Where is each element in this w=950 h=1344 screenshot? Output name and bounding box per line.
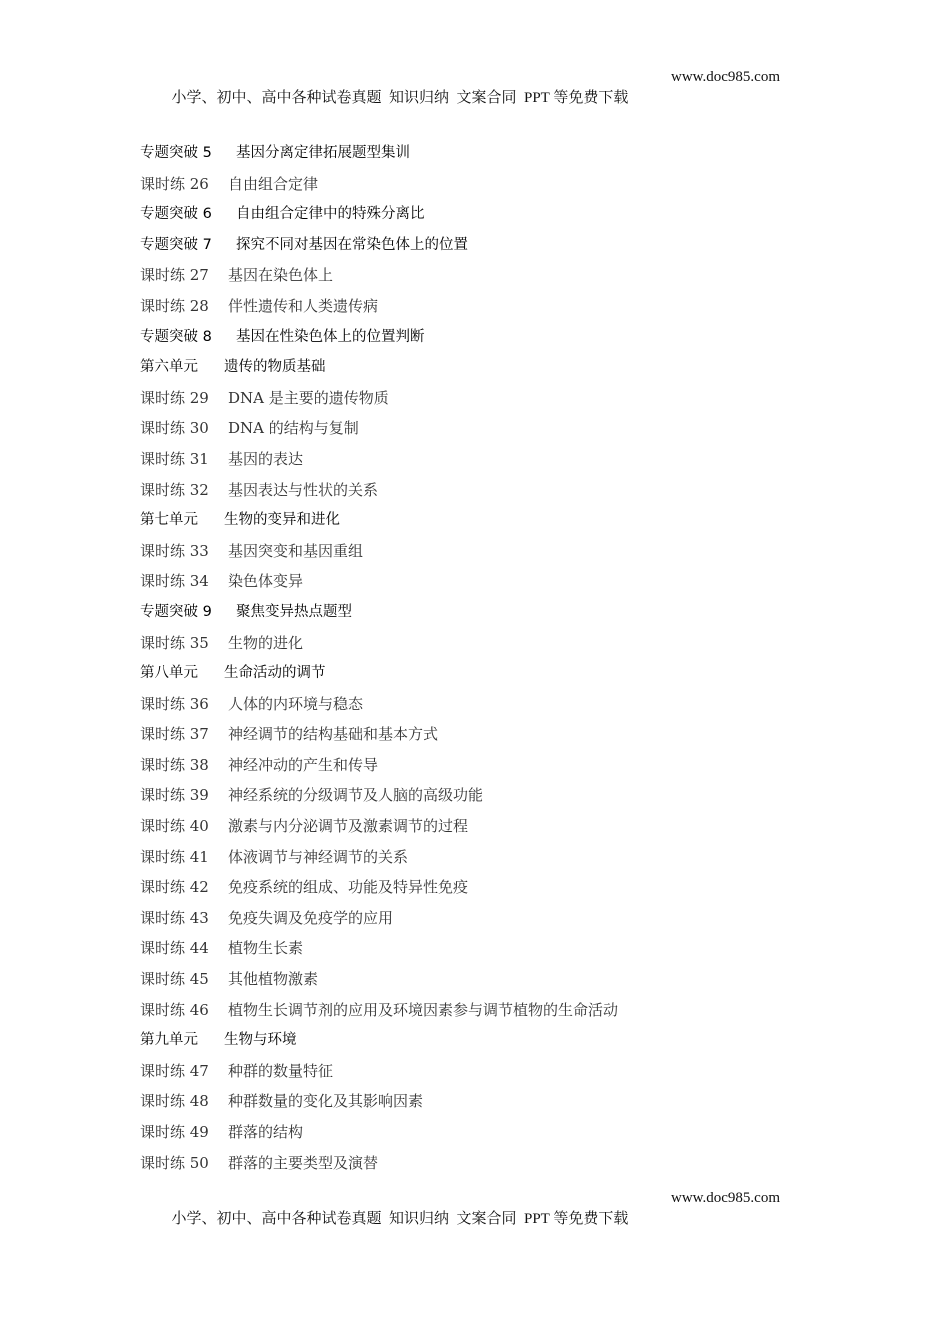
- toc-entry-title: 基因突变和基因重组: [228, 541, 364, 560]
- toc-entry-lesson[interactable]: [140, 172, 618, 203]
- toc-entry-label: 课时练 33: [140, 541, 209, 560]
- toc-entry-title: DNA 是主要的遗传物质: [228, 388, 389, 407]
- toc-entry-title: 自由组合定律中的特殊分离比: [236, 206, 425, 223]
- table-of-contents: [140, 141, 618, 1181]
- toc-entry-label: 课时练 43: [140, 908, 209, 927]
- footer-text: 小学、初中、高中各种试卷真题 知识归纳 文案合同 PPT 等免费下载: [171, 1211, 629, 1227]
- toc-entry-title: 基因分离定律拓展题型集训: [236, 145, 410, 161]
- toc-entry-label: 第八单元: [140, 665, 198, 682]
- toc-entry-title: 生物的变异和进化: [224, 512, 340, 529]
- toc-entry-lesson[interactable]: [140, 936, 618, 967]
- footer-url[interactable]: www.doc985.com: [671, 1190, 781, 1206]
- toc-entry-label: 课时练 31: [140, 449, 209, 468]
- toc-entry-lesson[interactable]: [140, 1059, 618, 1090]
- toc-entry-lesson[interactable]: [140, 998, 618, 1029]
- toc-entry-lesson[interactable]: [140, 539, 618, 570]
- toc-entry-lesson[interactable]: [140, 783, 618, 814]
- toc-entry-title: 群落的结构: [228, 1123, 304, 1141]
- toc-entry-title: 免疫失调及免疫学的应用: [228, 908, 394, 927]
- toc-entry-title: 神经系统的分级调节及人脑的高级功能: [228, 786, 484, 805]
- toc-entry-label: 课时练 47: [140, 1061, 209, 1080]
- header-url[interactable]: www.doc985.com: [671, 69, 781, 85]
- toc-entry-lesson[interactable]: [140, 845, 618, 876]
- toc-entry-label: 课时练 27: [140, 266, 209, 285]
- toc-entry-lesson[interactable]: [140, 753, 618, 784]
- toc-entry-lesson[interactable]: [140, 631, 618, 662]
- toc-entry-label: 课时练 40: [140, 817, 209, 836]
- toc-entry-title: 种群的数量特征: [228, 1061, 334, 1080]
- toc-entry-lesson[interactable]: [140, 722, 618, 753]
- toc-entry-lesson[interactable]: [140, 875, 618, 906]
- toc-entry-title: 探究不同对基因在常染色体上的位置: [236, 236, 468, 253]
- toc-entry-title: 神经冲动的产生和传导: [228, 755, 379, 774]
- toc-entry-unit[interactable]: [140, 661, 618, 692]
- toc-entry-label: 课时练 48: [140, 1092, 209, 1111]
- toc-entry-label: 专题突破 5: [140, 145, 212, 161]
- toc-entry-title: 群落的主要类型及演替: [228, 1153, 379, 1172]
- toc-entry-label: 专题突破 7: [140, 236, 212, 253]
- toc-entry-lesson[interactable]: [140, 569, 618, 600]
- toc-entry-title: 生物的进化: [228, 633, 304, 652]
- toc-entry-lesson[interactable]: [140, 263, 618, 294]
- toc-entry-label: 课时练 38: [140, 755, 209, 774]
- toc-entry-label: 课时练 36: [140, 694, 209, 713]
- toc-entry-label: 第九单元: [140, 1032, 198, 1049]
- toc-entry-title: 基因的表达: [228, 449, 304, 468]
- toc-entry-title: 伴性遗传和人类遗传病: [228, 296, 379, 315]
- toc-entry-title: 聚焦变异热点题型: [236, 603, 352, 620]
- toc-entry-title: 基因在性染色体上的位置判断: [236, 328, 425, 345]
- toc-entry-title: 种群数量的变化及其影响因素: [228, 1092, 424, 1111]
- toc-entry-lesson[interactable]: [140, 478, 618, 509]
- toc-entry-lesson[interactable]: [140, 814, 618, 845]
- toc-entry-title: 自由组合定律: [228, 174, 319, 193]
- toc-entry-special[interactable]: [140, 325, 618, 356]
- toc-entry-title: 遗传的物质基础: [224, 359, 326, 376]
- toc-entry-label: 课时练 26: [140, 174, 209, 193]
- toc-entry-label: 课时练 39: [140, 786, 209, 805]
- toc-entry-label: 第七单元: [140, 512, 198, 529]
- toc-entry-label: 课时练 32: [140, 480, 209, 499]
- toc-entry-title: 植物生长素: [228, 939, 304, 958]
- toc-entry-label: 课时练 46: [140, 1000, 209, 1019]
- toc-entry-title: DNA 的结构与复制: [228, 419, 359, 438]
- toc-entry-lesson[interactable]: [140, 1151, 618, 1182]
- toc-entry-title: 染色体变异: [228, 572, 304, 591]
- toc-entry-title: 生命活动的调节: [224, 665, 326, 682]
- toc-entry-label: 课时练 37: [140, 725, 209, 744]
- header-text: 小学、初中、高中各种试卷真题 知识归纳 文案合同 PPT 等免费下载: [171, 90, 629, 106]
- toc-entry-title: 植物生长调节剂的应用及环境因素参与调节植物的生命活动: [228, 1000, 619, 1019]
- toc-entry-label: 课时练 50: [140, 1153, 209, 1172]
- toc-entry-unit[interactable]: [140, 508, 618, 539]
- toc-entry-label: 课时练 35: [140, 633, 209, 652]
- toc-entry-label: 课时练 29: [140, 388, 209, 407]
- toc-entry-title: 其他植物激素: [228, 970, 319, 989]
- toc-entry-label: 专题突破 9: [140, 603, 212, 620]
- toc-entry-lesson[interactable]: [140, 1089, 618, 1120]
- toc-entry-label: 课时练 45: [140, 970, 209, 989]
- toc-entry-title: 体液调节与神经调节的关系: [228, 847, 409, 866]
- footer-banner: [164, 1190, 781, 1245]
- toc-entry-label: 课时练 30: [140, 419, 209, 438]
- toc-entry-title: 神经调节的结构基础和基本方式: [228, 725, 439, 744]
- toc-entry-title: 免疫系统的组成、功能及特异性免疫: [228, 878, 469, 897]
- toc-entry-label: 第六单元: [140, 359, 198, 376]
- toc-entry-lesson[interactable]: [140, 447, 618, 478]
- toc-entry-title: 生物与环境: [224, 1032, 297, 1049]
- toc-entry-label: 专题突破 6: [140, 206, 212, 223]
- toc-entry-title: 人体的内环境与稳态: [228, 694, 364, 713]
- toc-entry-special[interactable]: [140, 600, 618, 631]
- header-banner: [164, 69, 781, 124]
- toc-entry-label: 课时练 41: [140, 847, 209, 866]
- toc-entry-special[interactable]: [140, 233, 618, 264]
- toc-entry-title: 基因在染色体上: [228, 266, 334, 285]
- toc-entry-label: 课时练 49: [140, 1123, 209, 1141]
- toc-entry-unit[interactable]: [140, 355, 618, 386]
- toc-entry-label: 课时练 44: [140, 939, 209, 958]
- toc-entry-lesson[interactable]: [140, 1120, 618, 1151]
- toc-entry-label: 课时练 34: [140, 572, 209, 591]
- toc-entry-title: 激素与内分泌调节及激素调节的过程: [228, 817, 469, 836]
- toc-entry-special[interactable]: [140, 141, 618, 172]
- toc-entry-lesson[interactable]: [140, 967, 618, 998]
- toc-entry-lesson[interactable]: [140, 416, 618, 447]
- toc-entry-lesson[interactable]: [140, 294, 618, 325]
- toc-entry-lesson[interactable]: [140, 386, 618, 417]
- toc-entry-label: 专题突破 8: [140, 328, 212, 345]
- toc-entry-lesson[interactable]: [140, 906, 618, 937]
- toc-entry-unit[interactable]: [140, 1028, 618, 1059]
- toc-entry-label: 课时练 28: [140, 296, 209, 315]
- toc-entry-special[interactable]: [140, 202, 618, 233]
- toc-entry-label: 课时练 42: [140, 878, 209, 897]
- toc-entry-lesson[interactable]: [140, 692, 618, 723]
- toc-entry-title: 基因表达与性状的关系: [228, 480, 379, 499]
